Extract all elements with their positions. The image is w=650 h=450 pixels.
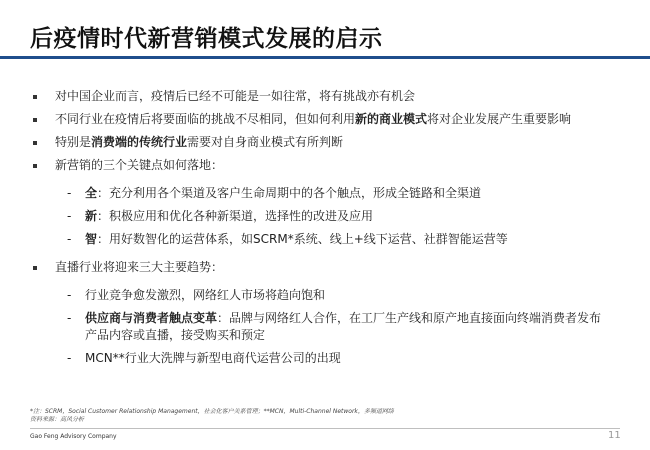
bullet-item [30, 88, 610, 105]
keypoint-item [30, 185, 610, 202]
keypoint-emphasis: 新 [85, 209, 98, 223]
bullet-item [30, 259, 610, 276]
trend-item [30, 310, 610, 344]
keypoint-text: ：积极应用和优化各种新渠道，选择性的改进及应用 [97, 209, 374, 223]
bullet-text: 不同行业在疫情后将要面临的挑战不尽相同，但如何利用 [55, 112, 356, 126]
keypoint-emphasis: 智 [85, 232, 98, 246]
trend-text: MCN**行业大洗牌与新型电商代运营公司的出现 [85, 351, 341, 365]
keypoint-item [30, 231, 610, 248]
bullet-text: 新营销的三个关键点如何落地： [55, 158, 224, 172]
footnote-source: 资料来源：高风分析 [30, 416, 85, 423]
company-name: Gao Feng Advisory Company [30, 433, 117, 440]
bullet-item [30, 157, 610, 174]
bullet-text: 特别是 [55, 135, 92, 149]
bullet-item [30, 111, 610, 128]
bullet-text: 直播行业将迎来三大主要趋势： [55, 260, 224, 274]
page-number: 11 [608, 430, 621, 441]
bullet-emphasis: 消费端的传统行业 [91, 135, 188, 149]
content-body [30, 88, 610, 367]
trend-emphasis: 供应商与消费者触点变革 [85, 311, 218, 325]
keypoint-text: ：充分利用各个渠道及客户生命周期中的各个触点，形成全链路和全渠道 [97, 186, 482, 200]
bullet-text: 将对企业发展产生重要影响 [427, 112, 572, 126]
trend-text: 行业竞争愈发激烈，网络红人市场将趋向饱和 [85, 288, 326, 302]
bullet-text: 对中国企业而言，疫情后已经不可能是一如往常，将有挑战亦有机会 [55, 89, 416, 103]
trend-item [30, 350, 610, 367]
bullet-emphasis: 新的商业模式 [355, 112, 428, 126]
trend-text: ：品牌与网络红人合作，在工厂生产线和原产地直接面向终端消费者发布产品内容或直播，接受购买和预定 [85, 311, 602, 342]
keypoint-item [30, 208, 610, 225]
keypoint-text: ：用好数智化的运营体系，如SCRM*系统、线上+线下运营、社群智能运营等 [97, 232, 508, 246]
bullet-text: 需要对自身商业模式有所判断 [187, 135, 344, 149]
bullet-item [30, 134, 610, 151]
trend-item [30, 287, 610, 304]
page-title: 后疫情时代新营销模式发展的启示 [30, 26, 383, 52]
footnote-definitions: *注：SCRM，Social Customer Relationship Management，社会化客户关系管理；**MCN，Multi-Channel Network，多频道网络 [30, 408, 394, 415]
title-divider [0, 56, 650, 59]
keypoint-emphasis: 全 [85, 186, 98, 200]
footer-divider [30, 428, 620, 429]
footnote [30, 408, 394, 424]
